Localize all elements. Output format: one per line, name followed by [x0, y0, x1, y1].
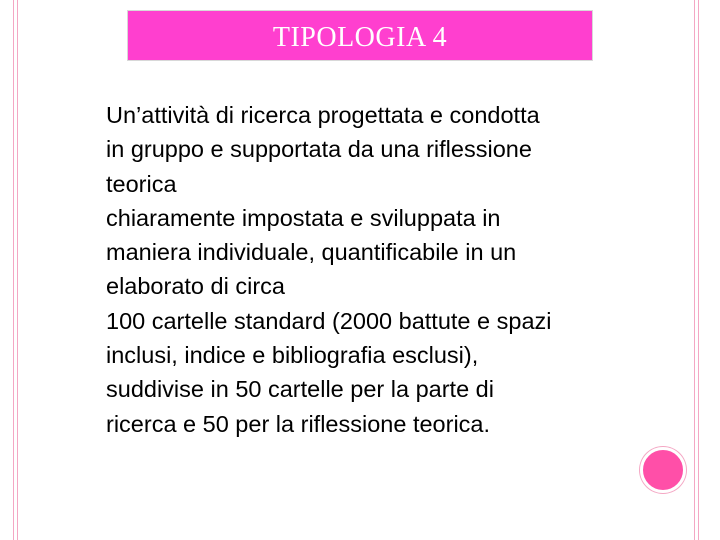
left-border-line-inner — [17, 0, 18, 540]
right-border-line-outer — [698, 0, 699, 540]
slide-body-text: Un’attività di ricerca progettata e condotta in gruppo e supportata da una riflessione teorica chiaramente impostata e sviluppata in maniera individuale, quantificabile in un elaborato di circa 100 cartelle standard (2000 battute e spazi inclusi, indice e bibliografia esclusi), suddivise in 50 cartelle per la parte di ricerca e 50 per la riflessione teorica. — [106, 102, 552, 437]
right-border-line-inner — [694, 0, 695, 540]
decorative-circle-icon — [640, 447, 686, 493]
left-border-line-outer — [13, 0, 14, 540]
slide-title: TIPOLOGIA 4 — [272, 21, 448, 53]
slide-title-banner — [127, 10, 593, 61]
